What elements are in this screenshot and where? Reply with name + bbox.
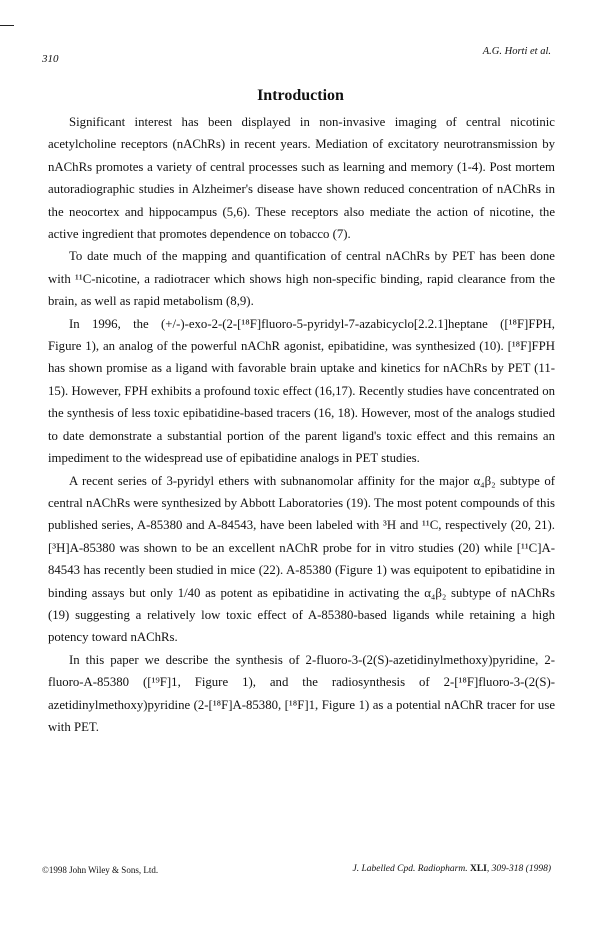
section-title: Introduction [257,87,344,104]
corner-mark [0,25,14,26]
running-head: A.G. Horti et al. [482,46,551,57]
paragraph-3: In 1996, the (+/-)-exo-2-(2-[¹⁸F]fluoro-5-pyridyl-7-azabicyclo[2.2.1]heptane ([¹⁸F]FPH, Figure 1), an analog of the powerful nAChR agonist, epibatidine, was synthesized (10). [¹⁸F]FPH has shown promise as a ligand with favorable brain uptake and kinetics for nAChRs by PET (11-15). However, FPH exhibits a profound toxic effect (16,17). Recently studies have concentrated on the synthesis of less toxic epibatidine-based tracers (16, 18). However, most of the analogs studied to date demonstrate a substantial portion of the parent ligand's toxic effect and this remains an impediment to the widespread use of epibatidine analogs in PET studies. [48,316,555,466]
copyright-notice: ©1998 John Wiley & Sons, Ltd. [42,865,159,875]
paragraph-5: In this paper we describe the synthesis of 2-fluoro-3-(2(S)-azetidinylmethoxy)pyridine, 2-fluoro-A-85380 ([¹⁹F]1, Figure 1), and the radiosynthesis of 2-[¹⁸F]fluoro-3-(2(S)-azetidinylmethoxy)pyridine (2-[¹⁸F]A-85380, [¹⁸F]1, Figure 1) as a potential nAChR tracer for use with PET. [48,652,555,734]
page-number: 310 [42,53,59,65]
journal-citation [353,864,551,874]
paragraph-2: To date much of the mapping and quantification of central nAChRs by PET has been done with ¹¹C-nicotine, a radiotracer which shows high non-specific binding, rapid clearance from the brain, as well as rapid metabolism (8,9). [48,249,555,309]
citation-journal: J. Labelled Cpd. Radiopharm. [352,864,468,874]
citation-pages: , 309-318 (1998) [486,864,551,874]
paragraph-1: Significant interest has been displayed in non-invasive imaging of central nicotinic acetylcholine receptors (nAChRs) in recent years. Mediation of excitatory neurotransmission by nAChRs promotes a variety of central processes such as learning and memory (1-4). Post mortem autoradiographic studies in Alzheimer's disease have shown reduced concentration of nAChRs in the neocortex and hippocampus (5,6). These receptors also mediate the action of nicotine, the active ingredient that promotes dependence on tobacco (7). [48,115,555,242]
paragraph-4: A recent series of 3-pyridyl ethers with subnanomolar affinity for the major α₄β₂ subtype of central nAChRs were synthesized by Abbott Laboratories (19). The most potent compounds of this published series, A-85380 and A-84543, have been labeled with ³H and ¹¹C, respectively (20, 21). [³H]A-85380 was shown to be an excellent nAChR probe for in vitro studies (20) while [¹¹C]A-84543 has recently been studied in mice (22). A-85380 (Figure 1) was equipotent to epibatidine in binding assays but only 1/40 as potent as epibatidine in activating the α₄β₂ subtype of nAChRs (19) suggesting a relatively low toxic effect of A-85380-based ligands while retaining a high potency toward nAChRs. [48,473,555,645]
citation-volume: XLI [469,864,487,874]
body-text [48,111,555,738]
